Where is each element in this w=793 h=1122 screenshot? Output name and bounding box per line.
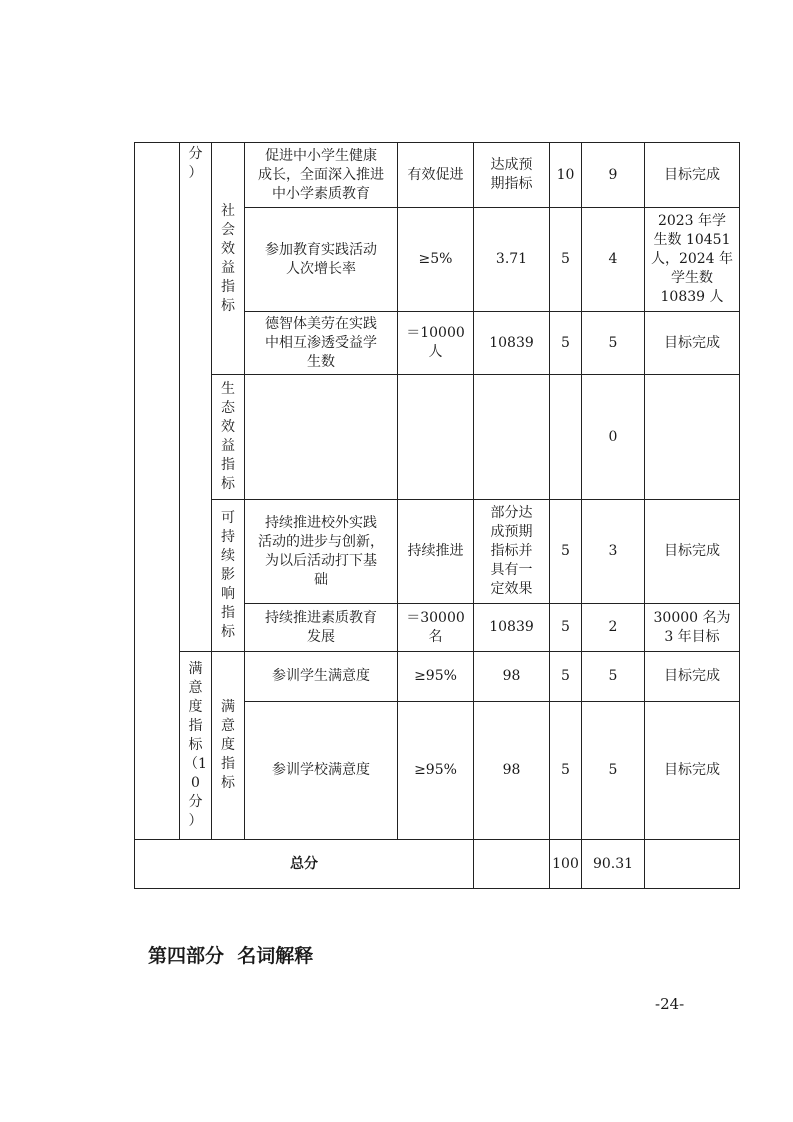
weight-cell	[550, 375, 582, 500]
weight-cell: 10	[550, 143, 582, 208]
indicator-type-cell: 社 会 效 益 指 标	[212, 143, 245, 375]
performance-table	[134, 142, 740, 889]
score-cell: 2	[582, 604, 645, 652]
weight-cell: 5	[550, 500, 582, 604]
actual-value-cell: 98	[474, 702, 550, 840]
indicator-type-cell: 生 态 效 益 指 标	[212, 375, 245, 500]
indicator-type-cell: 满 意 度 指 标	[212, 652, 245, 840]
score-cell: 3	[582, 500, 645, 604]
note-cell: 目标完成	[645, 500, 740, 604]
weight-cell: 5	[550, 208, 582, 312]
table-row	[135, 652, 740, 702]
subcategory-cell: 满 意 度 指 标 （1 0 分 ）	[180, 652, 212, 840]
section-heading: 第四部分 名词解释	[148, 945, 314, 967]
indicator-cell: 参训学校满意度	[245, 702, 398, 840]
score-cell: 0	[582, 375, 645, 500]
indicator-type-cell: 可 持 续 影 响 指 标	[212, 500, 245, 652]
score-cell: 9	[582, 143, 645, 208]
indicator-cell: 持续推进校外实践 活动的进步与创新， 为以后活动打下基 础	[245, 500, 398, 604]
indicator-cell: 持续推进素质教育 发展	[245, 604, 398, 652]
weight-cell: 5	[550, 604, 582, 652]
actual-value-cell: 达成预 期指标	[474, 143, 550, 208]
total-score-cell: 90.31	[582, 840, 645, 889]
target-value-cell	[398, 375, 474, 500]
actual-value-cell: 3.71	[474, 208, 550, 312]
score-cell: 5	[582, 702, 645, 840]
actual-value-cell: 部分达 成预期 指标并 具有一 定效果	[474, 500, 550, 604]
category-cell	[135, 143, 180, 840]
total-note-cell	[645, 840, 740, 889]
indicator-cell: 促进中小学生健康 成长，全面深入推进 中小学素质教育	[245, 143, 398, 208]
table-row	[135, 143, 740, 208]
page-number: -24-	[655, 995, 685, 1013]
indicator-cell: 参训学生满意度	[245, 652, 398, 702]
target-value-cell: ＝10000 人	[398, 312, 474, 375]
target-value-cell: ≥95%	[398, 652, 474, 702]
target-value-cell: ＝30000 名	[398, 604, 474, 652]
indicator-cell	[245, 375, 398, 500]
weight-cell: 5	[550, 652, 582, 702]
note-cell: 30000 名为 3 年目标	[645, 604, 740, 652]
subcategory-cell: 分 ）	[180, 143, 212, 652]
actual-value-cell: 98	[474, 652, 550, 702]
note-cell	[645, 375, 740, 500]
total-actual-cell	[474, 840, 550, 889]
table-row	[135, 375, 740, 500]
score-cell: 4	[582, 208, 645, 312]
weight-cell: 5	[550, 312, 582, 375]
target-value-cell: ≥5%	[398, 208, 474, 312]
target-value-cell: 持续推进	[398, 500, 474, 604]
note-cell: 目标完成	[645, 702, 740, 840]
total-row	[135, 840, 740, 889]
score-cell: 5	[582, 652, 645, 702]
table-row	[135, 500, 740, 604]
score-cell: 5	[582, 312, 645, 375]
indicator-cell: 德智体美劳在实践 中相互渗透受益学 生数	[245, 312, 398, 375]
actual-value-cell	[474, 375, 550, 500]
note-cell: 目标完成	[645, 143, 740, 208]
total-weight-cell: 100	[550, 840, 582, 889]
note-cell: 目标完成	[645, 312, 740, 375]
actual-value-cell: 10839	[474, 312, 550, 375]
total-label: 总分	[135, 840, 474, 889]
note-cell: 2023 年学 生数 10451 人，2024 年 学生数 10839 人	[645, 208, 740, 312]
target-value-cell: ≥95%	[398, 702, 474, 840]
target-value-cell: 有效促进	[398, 143, 474, 208]
indicator-cell: 参加教育实践活动 人次增长率	[245, 208, 398, 312]
weight-cell: 5	[550, 702, 582, 840]
note-cell: 目标完成	[645, 652, 740, 702]
actual-value-cell: 10839	[474, 604, 550, 652]
